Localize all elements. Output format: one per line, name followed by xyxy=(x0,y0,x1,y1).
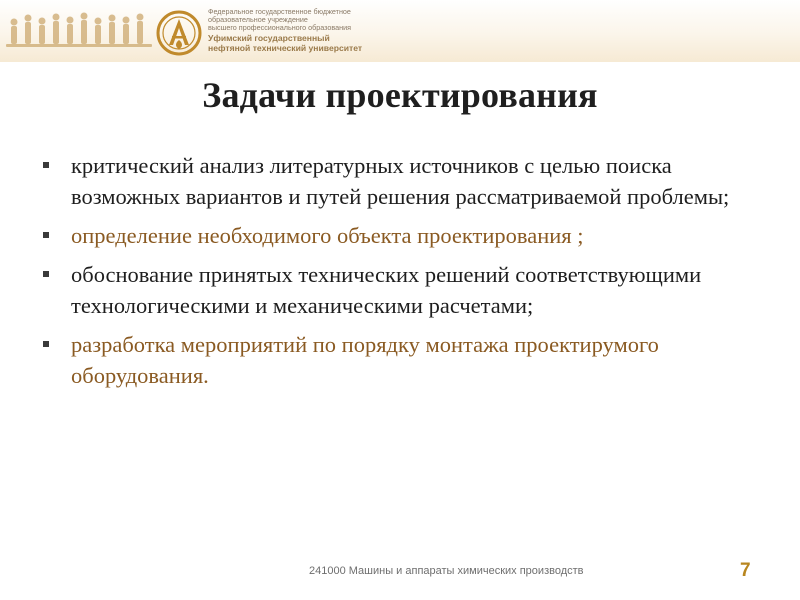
university-emblem-icon xyxy=(156,10,202,56)
bullet-list xyxy=(40,150,730,399)
bullet-square-icon xyxy=(43,162,49,168)
bullet-text: обоснование принятых технических решений соответствующими технологическими и механическими расчетами; xyxy=(71,262,702,318)
university-name-line: Уфимский государственный xyxy=(208,33,330,43)
org-type-text xyxy=(208,8,408,33)
bullet-square-icon xyxy=(43,341,49,347)
bullet-item xyxy=(40,329,730,391)
bullet-text: определение необходимого объекта проектирования ; xyxy=(71,223,584,248)
bullet-square-icon xyxy=(43,271,49,277)
footer-course-title: 241000 Машины и аппараты химических производств xyxy=(309,565,584,577)
header-band xyxy=(0,0,800,62)
university-name xyxy=(208,33,428,53)
bullet-text: критический анализ литературных источников с целью поиска возможных вариантов и путей решения рассматриваемой проблемы; xyxy=(71,153,730,209)
bullet-square-icon xyxy=(43,232,49,238)
university-name-line: нефтяной технический университет xyxy=(208,43,363,53)
people-figures-icon xyxy=(4,8,154,56)
page-number: 7 xyxy=(740,560,751,581)
bullet-item xyxy=(40,259,730,321)
org-type-line: Федеральное государственное бюджетное xyxy=(208,7,351,16)
org-type-line: образовательное учреждение xyxy=(208,15,308,25)
slide-title: Задачи проектирования xyxy=(202,75,598,115)
org-type-line: высшего профессионального образования xyxy=(208,23,351,33)
bullet-item xyxy=(40,220,730,251)
bullet-item xyxy=(40,150,730,212)
bullet-text: разработка мероприятий по порядку монтажа проектирумого оборудования. xyxy=(71,332,659,388)
